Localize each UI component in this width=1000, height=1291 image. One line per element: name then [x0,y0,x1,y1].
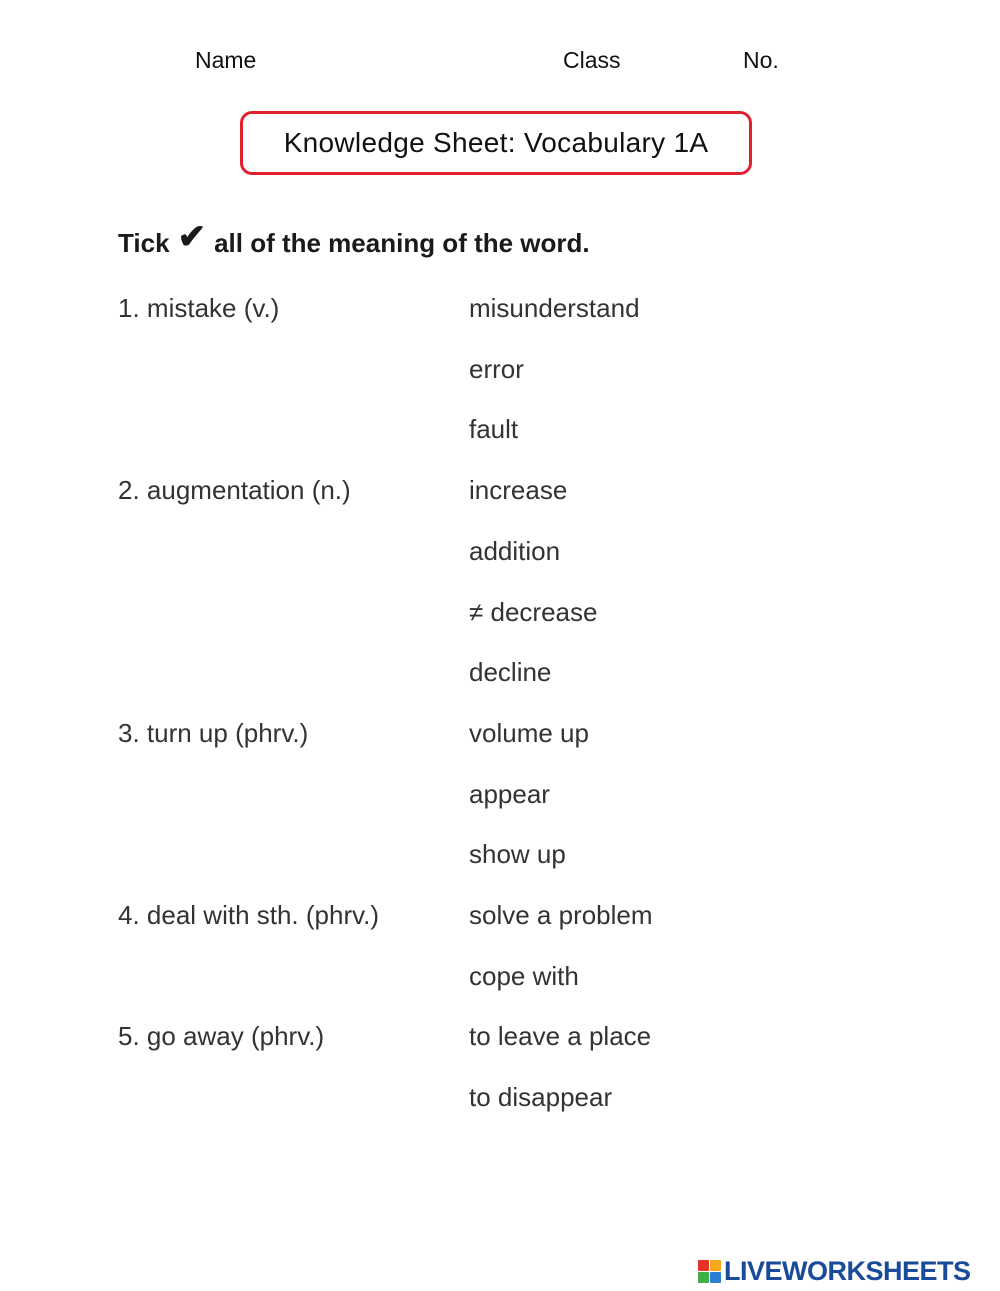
meaning-option[interactable]: solve a problem [469,900,653,930]
meaning-option[interactable]: volume up [469,718,589,748]
vocab-word: 5. go away (phrv.) [118,1021,325,1051]
meaning-option[interactable]: appear [469,779,550,809]
vocab-word: 2. augmentation (n.) [118,475,351,505]
meaning-option[interactable]: ≠ decrease [469,597,598,627]
vocab-word: 3. turn up (phrv.) [118,718,309,748]
meaning-option[interactable]: increase [469,475,568,505]
meaning-option[interactable]: misunderstand [469,293,640,323]
liveworksheets-logo [698,1256,971,1287]
meaning-option[interactable]: to leave a place [469,1021,652,1051]
logo-text: LIVEWORKSHEETS [724,1256,971,1286]
meaning-option[interactable]: to disappear [469,1082,613,1112]
meaning-option[interactable]: decline [469,657,552,687]
class-label: Class [563,47,621,73]
logo-block [710,1272,721,1283]
checkmark-icon: ✔ [177,218,207,256]
meaning-option[interactable]: cope with [469,961,579,991]
vocab-word: 1. mistake (v.) [118,293,280,323]
logo-block [698,1260,709,1271]
instruction [118,218,590,260]
name-label: Name [195,47,257,73]
meaning-option[interactable]: error [469,354,524,384]
logo-block [710,1260,721,1271]
logo-block [698,1272,709,1283]
title-box [240,111,752,175]
logo-icon [698,1260,721,1283]
meaning-option[interactable]: fault [469,414,519,444]
meaning-option[interactable]: show up [469,839,566,869]
meaning-option[interactable]: addition [469,536,561,566]
instruction-after: all of the meaning of the word. [214,227,590,258]
number-label: No. [743,47,779,73]
page-title: Knowledge Sheet: Vocabulary 1A [283,127,709,158]
instruction-before: Tick [118,227,170,258]
vocab-word: 4. deal with sth. (phrv.) [118,900,380,930]
